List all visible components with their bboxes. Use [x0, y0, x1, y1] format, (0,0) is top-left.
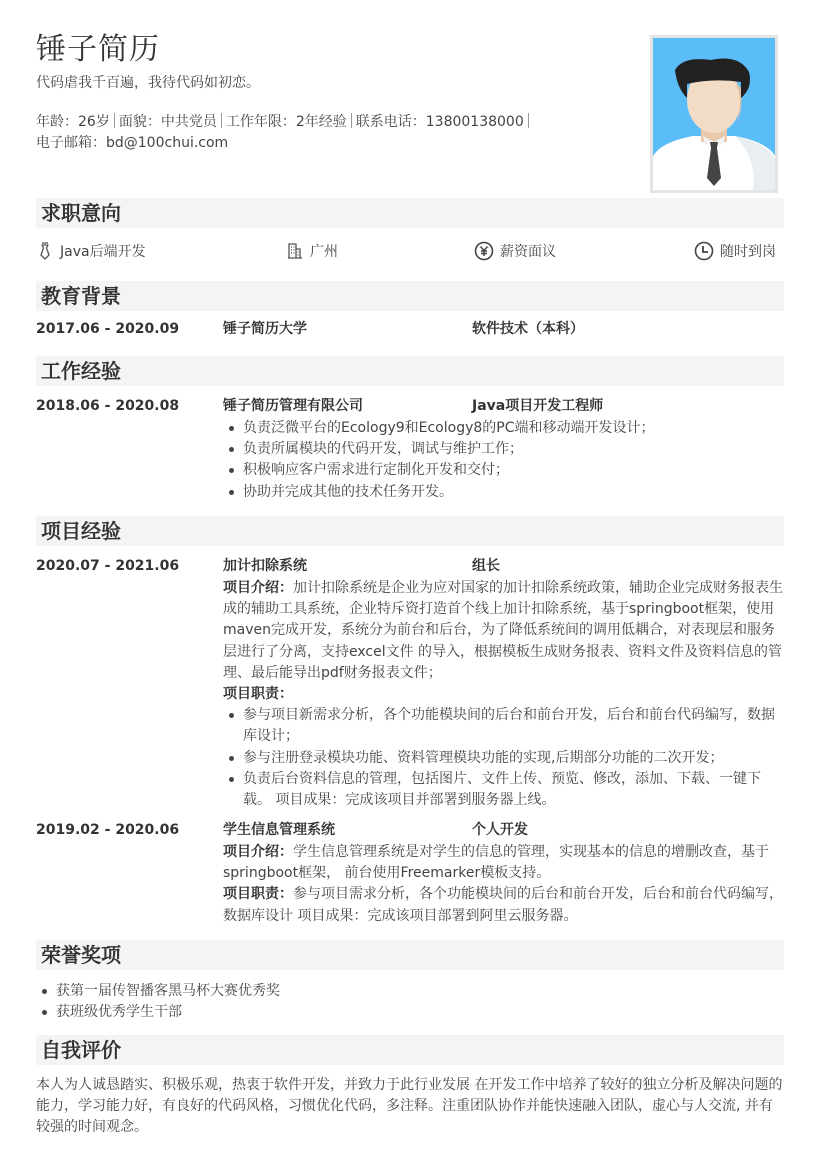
- education-school: 锤子简历大学: [223, 321, 307, 337]
- work-date: 2018.06 - 2020.08: [36, 398, 180, 414]
- intent-position: [36, 240, 146, 262]
- work-duties: [223, 418, 785, 503]
- divider: [114, 113, 115, 128]
- intent-label: 随时到岗: [720, 244, 776, 260]
- awards-list: [36, 981, 784, 1023]
- divider: [221, 113, 222, 128]
- clock-icon: [694, 241, 714, 261]
- divider: [351, 113, 352, 128]
- section-header-awards: [36, 940, 784, 970]
- project-date: 2020.07 - 2021.06: [36, 558, 180, 574]
- project-intro: [223, 842, 785, 884]
- resume-name: 锤子简历: [36, 32, 160, 67]
- duty-label-text: 项目职责：: [223, 686, 293, 703]
- intent-label: Java后端开发: [60, 244, 146, 260]
- intent-label: 薪资面议: [500, 244, 556, 260]
- duty-label-text: 项目职责：: [223, 886, 293, 903]
- intent-label: 广州: [310, 244, 338, 260]
- list-item: 负责所属模块的代码开发，调试与维护工作；: [223, 439, 785, 460]
- info-phone: 联系电话：13800138000: [355, 114, 524, 130]
- profile-photo: [650, 35, 778, 193]
- intro-text: 加计扣除系统是企业为应对国家的加计扣除系统政策，辅助企业完成财务报表生成的辅助工具系统，企业特斥资打造首个线上加计扣除系统，基于springboot框架，使用maven完成开发，系统分为前台和后台，为了降低系统间的调用低耦合，对表现层和服务层进行了分离，支持excel文件 的导入，根据模板生成财务报表、资料文件及资料信息的管理、最后能导出pdf财务报表文件；: [223, 580, 783, 681]
- section-header-intent: [36, 198, 784, 228]
- info-politics: 面貌：中共党员: [118, 114, 217, 130]
- project-role: 组长: [472, 558, 500, 574]
- self-evaluation: 本人为人诚恳踏实、积极乐观，热衷于软件开发，并致力于此行业发展 在开发工作中培养了较好的独立分析及解决问题的能力，学习能力好，有良好的代码风格，习惯优化代码，多注释。注重团队协作并能快速融入团队，虚心与人交流, 并有较强的时间观念。: [36, 1077, 783, 1135]
- project-name: 学生信息管理系统: [223, 822, 335, 838]
- intro-label: 项目介绍：: [223, 580, 293, 596]
- section-title: 求职意向: [41, 201, 121, 225]
- section-title: 项目经验: [41, 519, 121, 543]
- duty-label: [223, 684, 785, 705]
- intro-label: 项目介绍：: [223, 844, 293, 860]
- info-age: 年龄：26岁: [36, 114, 110, 130]
- work-company: 锤子简历管理有限公司: [223, 398, 363, 414]
- section-title: 教育背景: [41, 284, 121, 308]
- section-header-projects: [36, 516, 784, 546]
- intent-city: [286, 240, 338, 262]
- list-item: 获第一届传智播客黑马杯大赛优秀奖: [36, 981, 784, 1002]
- section-title: 工作经验: [41, 359, 121, 383]
- section-header-work: [36, 356, 784, 386]
- project-role: 个人开发: [472, 822, 528, 838]
- intent-salary: [474, 240, 556, 262]
- project-details: [223, 578, 785, 811]
- tie-icon: [36, 242, 54, 260]
- section-header-self: [36, 1035, 784, 1065]
- section-title: 自我评价: [41, 1038, 121, 1062]
- section-title: 荣誉奖项: [41, 943, 121, 967]
- project-date: 2019.02 - 2020.06: [36, 822, 180, 838]
- list-item: 负责后台资料信息的管理，包括图片、文件上传、预览、修改，添加、下载、一键下载。 项目成果：完成该项目并部署到服务器上线。: [223, 769, 785, 811]
- work-position: Java项目开发工程师: [472, 398, 604, 414]
- yen-icon: [474, 241, 494, 261]
- education-date: 2017.06 - 2020.09: [36, 321, 180, 337]
- project-intro: [223, 578, 785, 684]
- list-item: 积极响应客户需求进行定制化开发和交付；: [223, 460, 785, 481]
- education-major: 软件技术（本科）: [472, 321, 584, 337]
- list-item: 参与注册登录模块功能、资料管理模块功能的实现,后期部分功能的二次开发；: [223, 748, 785, 769]
- list-item: 协助并完成其他的技术任务开发。: [223, 482, 785, 503]
- duty-text: 参与项目需求分析，各个功能模块间的后台和前台开发，后台和前台代码编写，数据库设计 项目成果：完成该项目部署到阿里云服务器。: [223, 886, 783, 924]
- intro-text: 学生信息管理系统是对学生的信息的管理，实现基本的信息的增删改查，基于springboot框架， 前台使用Freemarker模板支持。: [223, 844, 769, 882]
- project-duty: [223, 884, 785, 926]
- list-item: 参与项目新需求分析，各个功能模块间的后台和前台开发，后台和前台代码编写，数据库设计；: [223, 705, 785, 747]
- intent-availability: [694, 240, 776, 262]
- list-item: 获班级优秀学生干部: [36, 1002, 784, 1023]
- section-header-education: [36, 281, 784, 311]
- info-email: 电子邮箱：bd@100chui.com: [36, 135, 229, 151]
- avatar-icon: [653, 38, 775, 190]
- motto: 代码虐我千百遍，我待代码如初恋。: [36, 75, 260, 91]
- project-details: [223, 842, 785, 927]
- list-item: 负责泛微平台的Ecology9和Ecology8的PC端和移动端开发设计；: [223, 418, 785, 439]
- personal-info: [36, 112, 596, 154]
- info-work-years: 工作年限：2年经验: [225, 114, 347, 130]
- project-name: 加计扣除系统: [223, 558, 307, 574]
- building-icon: [286, 242, 304, 260]
- divider: [528, 113, 529, 128]
